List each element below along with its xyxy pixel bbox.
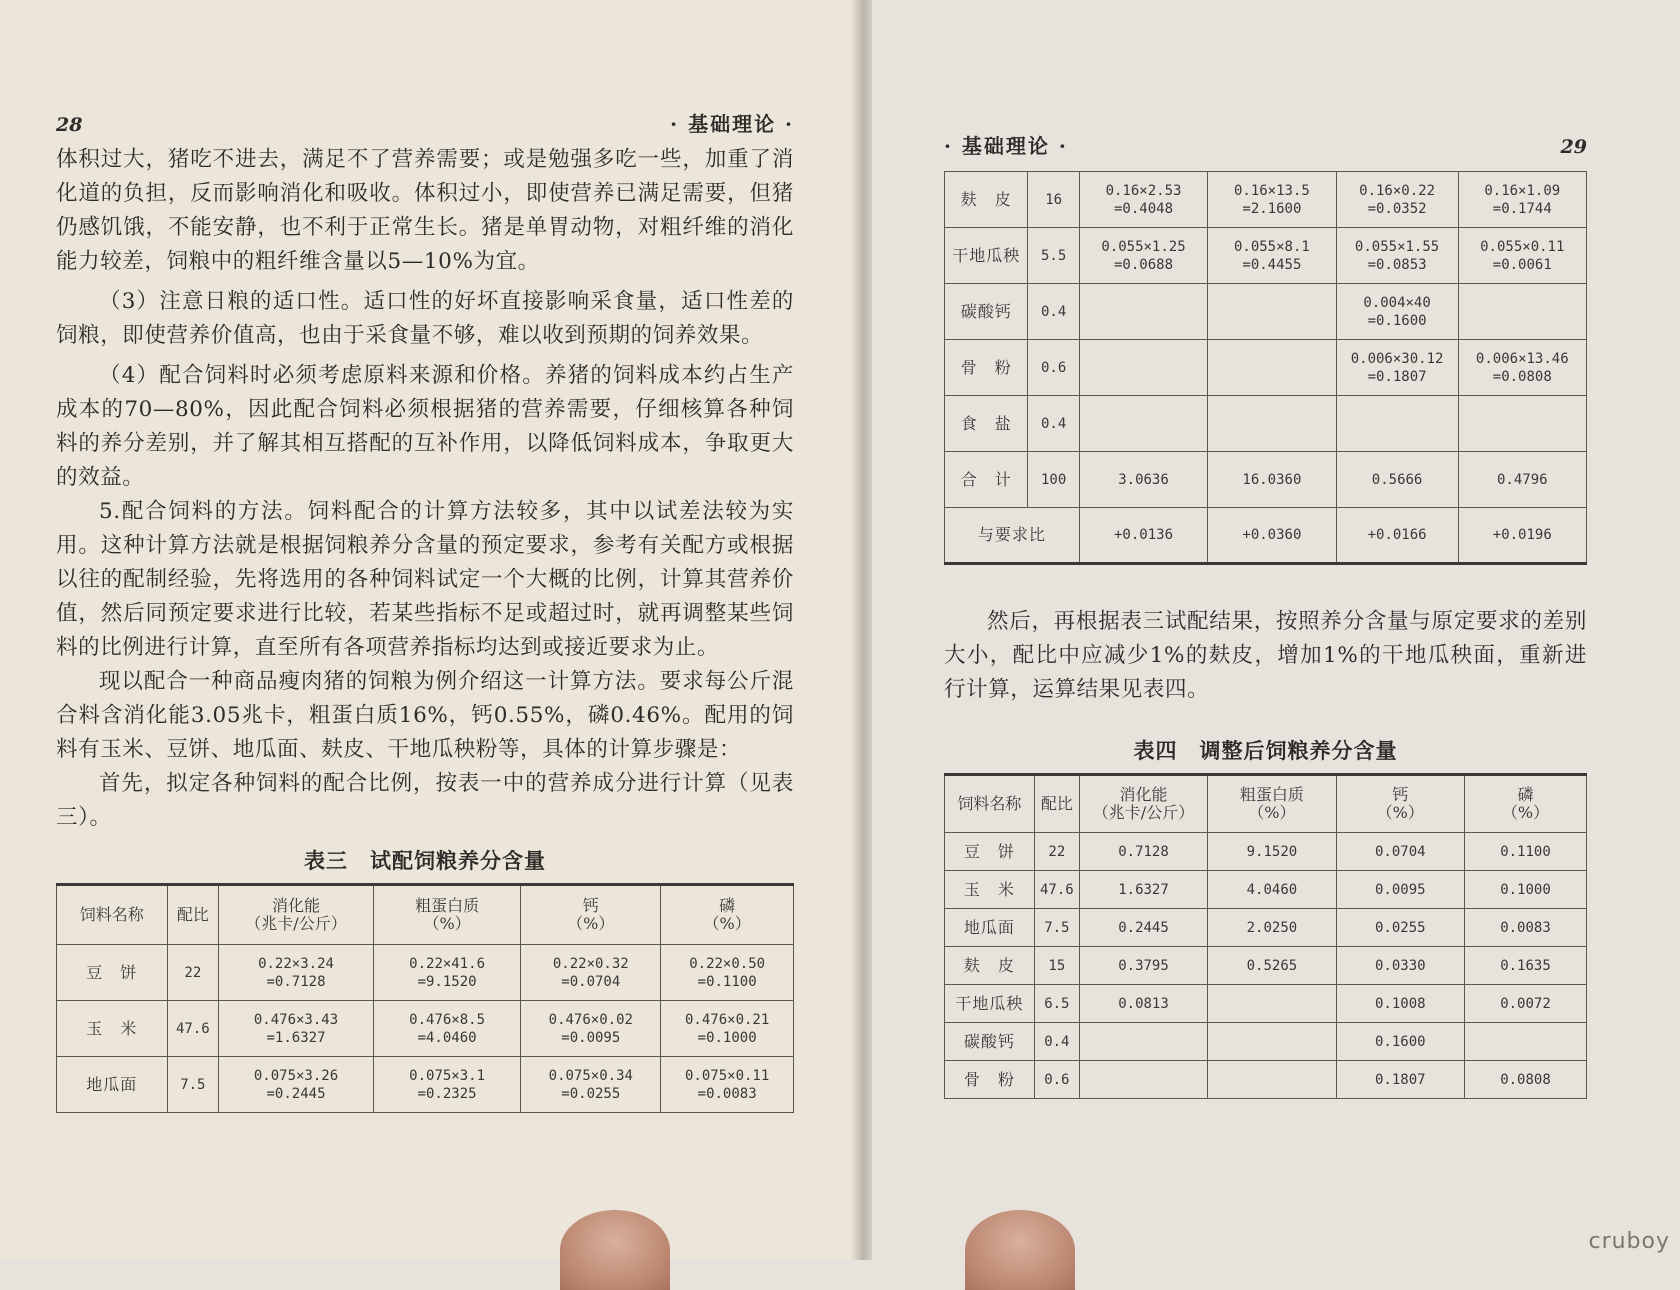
- header-calcium: 钙 （%）: [1336, 775, 1464, 833]
- cell-energy: [1079, 1061, 1207, 1099]
- paragraph-6: 首先，拟定各种饲料的配合比例，按表一中的营养成分进行计算（见表三）。: [56, 771, 794, 830]
- table-row: [945, 947, 1587, 985]
- table4-caption: 表四 调整后饲粮养分含量: [1133, 738, 1398, 763]
- cell-energy: [1079, 340, 1207, 396]
- cell-energy: 0.22×3.24 =0.7128: [219, 945, 374, 1001]
- cell-calcium: 0.22×0.32 =0.0704: [521, 945, 661, 1001]
- cell-protein: 0.075×3.1 =0.2325: [373, 1057, 520, 1113]
- cell-ratio: 6.5: [1034, 985, 1079, 1023]
- cell-ratio: 47.6: [167, 1001, 219, 1057]
- header-phosphorus: 磷 （%）: [661, 885, 794, 945]
- table4: [944, 773, 1587, 1099]
- watermark-text: cruboy: [1588, 1229, 1670, 1254]
- paragraph-right: 然后，再根据表三试配结果，按照养分含量与原定要求的差别大小，配比中应减少1%的麸皮，增加1%的干地瓜秧面，重新进行计算，运算结果见表四。: [944, 609, 1587, 702]
- table-row: [945, 228, 1587, 284]
- cell-phosphorus: 0.1100: [1464, 833, 1586, 871]
- paragraph-4: 5.配合饲料的方法。饲料配合的计算方法较多，其中以试差法较为实用。这种计算方法就是根据饲粮养分含量的预定要求，参考有关配方或根据以往的配制经验，先将选用的各种饲料试定一个大概的比例，计算其营养价值，然后同预定要求进行比较，若某些指标不足或超过时，就再调整某些饲料的比例进行计算，直至所有各项营养指标均达到或接近要求为止。: [56, 499, 794, 660]
- cell-energy: 0.7128: [1079, 833, 1207, 871]
- cell-ratio: 22: [167, 945, 219, 1001]
- cell-name: 食 盐: [945, 396, 1028, 452]
- paragraph-5: 现以配合一种商品瘦肉猪的饲粮为例介绍这一计算方法。要求每公斤混合料含消化能3.05兆卡，粗蛋白质16%，钙0.55%，磷0.46%。配用的饲料有玉米、豆饼、地瓜面、麸皮、干地瓜秧粉等，具体的计算步骤是：: [56, 669, 794, 762]
- cell-phosphorus: 0.075×0.11 =0.0083: [661, 1057, 794, 1113]
- cell-calcium: 0.0095: [1336, 871, 1464, 909]
- header-energy: 消化能 （兆卡/公斤）: [1079, 775, 1207, 833]
- cell-phosphorus: [1464, 1023, 1586, 1061]
- cell-energy: 0.476×3.43 =1.6327: [219, 1001, 374, 1057]
- table-total-row: [945, 452, 1587, 508]
- table-header-row: [57, 885, 794, 945]
- page-number-right: 29: [1560, 136, 1587, 158]
- cell-phosphorus: 0.22×0.50 =0.1100: [661, 945, 794, 1001]
- table-row: [945, 1023, 1587, 1061]
- cell-protein: 9.1520: [1208, 833, 1336, 871]
- right-header: [944, 130, 1587, 159]
- cell-energy: 0.16×2.53 =0.4048: [1079, 172, 1207, 228]
- cell-name: 玉 米: [57, 1001, 168, 1057]
- cell-protein: 0.22×41.6 =9.1520: [373, 945, 520, 1001]
- cell-protein: 0.5265: [1208, 947, 1336, 985]
- cell-calcium: 0.004×40 =0.1600: [1336, 284, 1458, 340]
- cell-calcium: [1336, 396, 1458, 452]
- cell-phosphorus: 0.0072: [1464, 985, 1586, 1023]
- cell-phosphorus: 0.006×13.46 =0.0808: [1458, 340, 1586, 396]
- table-row: [945, 833, 1587, 871]
- cell-energy: 0.3795: [1079, 947, 1207, 985]
- cell-energy: 0.075×3.26 =0.2445: [219, 1057, 374, 1113]
- table-row: [945, 1061, 1587, 1099]
- table-row: [945, 909, 1587, 947]
- running-head-left: · 基础理论 ·: [670, 112, 794, 136]
- cell-calcium: 0.5666: [1336, 452, 1458, 508]
- cell-energy: +0.0136: [1079, 508, 1207, 564]
- cell-phosphorus: 0.4796: [1458, 452, 1586, 508]
- table-row: [57, 1001, 794, 1057]
- cell-ratio: 0.4: [1028, 396, 1079, 452]
- cell-ratio: 22: [1034, 833, 1079, 871]
- table3-caption: 表三 试配饲粮养分含量: [304, 848, 546, 873]
- header-energy: 消化能 （兆卡/公斤）: [219, 885, 374, 945]
- cell-energy: [1079, 1023, 1207, 1061]
- cell-calcium: 0.0255: [1336, 909, 1464, 947]
- table-row: [57, 1057, 794, 1113]
- cell-name: 骨 粉: [945, 1061, 1035, 1099]
- cell-protein: [1208, 1061, 1336, 1099]
- cell-calcium: +0.0166: [1336, 508, 1458, 564]
- table-row: [945, 172, 1587, 228]
- cell-ratio: 7.5: [167, 1057, 219, 1113]
- table-row: [945, 340, 1587, 396]
- right-page: [872, 0, 1647, 1260]
- cell-ratio: 100: [1028, 452, 1079, 508]
- header-ratio: 配比: [167, 885, 219, 945]
- cell-protein: [1208, 340, 1336, 396]
- cell-protein: +0.0360: [1208, 508, 1336, 564]
- cell-name: 碳酸钙: [945, 284, 1028, 340]
- left-header: [56, 108, 794, 137]
- running-head-right: · 基础理论 ·: [944, 134, 1068, 158]
- cell-phosphorus: [1458, 284, 1586, 340]
- header-phosphorus: 磷 （%）: [1464, 775, 1586, 833]
- cell-phosphorus: +0.0196: [1458, 508, 1586, 564]
- cell-energy: [1079, 396, 1207, 452]
- cell-name: 地瓜面: [945, 909, 1035, 947]
- cell-energy: 0.2445: [1079, 909, 1207, 947]
- cell-protein: [1208, 985, 1336, 1023]
- cell-calcium: 0.075×0.34 =0.0255: [521, 1057, 661, 1113]
- cell-name: 麸 皮: [945, 172, 1028, 228]
- cell-name: 地瓜面: [57, 1057, 168, 1113]
- cell-protein: 16.0360: [1208, 452, 1336, 508]
- cell-phosphorus: 0.0083: [1464, 909, 1586, 947]
- paragraph-3: （4）配合饲料时必须考虑原料来源和价格。养猪的饲料成本约占生产成本的70—80%，因此配合饲料必须根据猪的营养需要，仔细核算各种饲料的养分差别，并了解其相互搭配的互补作用，以降低饲料成本，争取更大的效益。: [56, 363, 794, 490]
- cell-name: 碳酸钙: [945, 1023, 1035, 1061]
- thumb-left: [560, 1210, 670, 1290]
- header-feed-name: 饲料名称: [57, 885, 168, 945]
- header-feed-name: 饲料名称: [945, 775, 1035, 833]
- cell-energy: 1.6327: [1079, 871, 1207, 909]
- cell-name: 干地瓜秧: [945, 228, 1028, 284]
- cell-ratio: 16: [1028, 172, 1079, 228]
- header-calcium: 钙 （%）: [521, 885, 661, 945]
- cell-ratio: 0.4: [1028, 284, 1079, 340]
- cell-calcium: 0.476×0.02 =0.0095: [521, 1001, 661, 1057]
- cell-phosphorus: 0.1000: [1464, 871, 1586, 909]
- cell-ratio: 0.4: [1034, 1023, 1079, 1061]
- table3-part1: [56, 883, 794, 1113]
- table-row: [945, 871, 1587, 909]
- cell-name: 骨 粉: [945, 340, 1028, 396]
- cell-phosphorus: 0.1635: [1464, 947, 1586, 985]
- cell-protein: [1208, 396, 1336, 452]
- table-row: [945, 985, 1587, 1023]
- header-protein: 粗蛋白质 （%）: [1208, 775, 1336, 833]
- cell-calcium: 0.0704: [1336, 833, 1464, 871]
- cell-calcium: 0.0330: [1336, 947, 1464, 985]
- cell-protein: [1208, 1023, 1336, 1061]
- cell-energy: [1079, 284, 1207, 340]
- left-body-text: [56, 143, 794, 835]
- table-row: [57, 945, 794, 1001]
- cell-name: 干地瓜秧: [945, 985, 1035, 1023]
- cell-ratio: 0.6: [1028, 340, 1079, 396]
- cell-ratio: 47.6: [1034, 871, 1079, 909]
- cell-energy: 0.055×1.25 =0.0688: [1079, 228, 1207, 284]
- cell-protein: 2.0250: [1208, 909, 1336, 947]
- cell-calcium: 0.1807: [1336, 1061, 1464, 1099]
- cell-calcium: 0.006×30.12 =0.1807: [1336, 340, 1458, 396]
- table-compare-row: [945, 508, 1587, 564]
- right-body-text: [944, 605, 1587, 707]
- cell-protein: 0.476×8.5 =4.0460: [373, 1001, 520, 1057]
- thumb-right: [965, 1210, 1075, 1290]
- table3-part2: [944, 171, 1587, 565]
- cell-phosphorus: 0.476×0.21 =0.1000: [661, 1001, 794, 1057]
- cell-ratio: 7.5: [1034, 909, 1079, 947]
- table-header-row: [945, 775, 1587, 833]
- page-number-left: 28: [56, 114, 83, 136]
- cell-ratio: 0.6: [1034, 1061, 1079, 1099]
- cell-calcium: 0.1600: [1336, 1023, 1464, 1061]
- cell-calcium: 0.055×1.55 =0.0853: [1336, 228, 1458, 284]
- header-protein: 粗蛋白质 （%）: [373, 885, 520, 945]
- cell-ratio: 5.5: [1028, 228, 1079, 284]
- cell-name: 豆 饼: [57, 945, 168, 1001]
- cell-phosphorus: [1458, 396, 1586, 452]
- cell-name: 豆 饼: [945, 833, 1035, 871]
- cell-protein: [1208, 284, 1336, 340]
- cell-name: 合 计: [945, 452, 1028, 508]
- cell-energy: 0.0813: [1079, 985, 1207, 1023]
- cell-name: 麸 皮: [945, 947, 1035, 985]
- cell-protein: 0.055×8.1 =0.4455: [1208, 228, 1336, 284]
- cell-energy: 3.0636: [1079, 452, 1207, 508]
- cell-calcium: 0.16×0.22 =0.0352: [1336, 172, 1458, 228]
- table-row: [945, 284, 1587, 340]
- cell-name: 与要求比: [945, 508, 1080, 564]
- header-ratio: 配比: [1034, 775, 1079, 833]
- paragraph-1: 体积过大，猪吃不进去，满足不了营养需要；或是勉强多吃一些，加重了消化道的负担，反而影响消化和吸收。体积过小，即使营养已满足需要，但猪仍感饥饿，不能安静，也不利于正常生长。猪是单胃动物，对粗纤维的消化能力较差，饲粮中的粗纤维含量以5—10%为宜。: [56, 147, 794, 274]
- cell-phosphorus: 0.055×0.11 =0.0061: [1458, 228, 1586, 284]
- cell-name: 玉 米: [945, 871, 1035, 909]
- cell-phosphorus: 0.16×1.09 =0.1744: [1458, 172, 1586, 228]
- table-row: [945, 396, 1587, 452]
- cell-calcium: 0.1008: [1336, 985, 1464, 1023]
- cell-protein: 0.16×13.5 =2.1600: [1208, 172, 1336, 228]
- cell-ratio: 15: [1034, 947, 1079, 985]
- cell-phosphorus: 0.0808: [1464, 1061, 1586, 1099]
- paragraph-2: （3）注意日粮的适口性。适口性的好坏直接影响采食量，适口性差的饲粮，即使营养价值高，也由于采食量不够，难以收到预期的饲养效果。: [56, 289, 794, 348]
- cell-protein: 4.0460: [1208, 871, 1336, 909]
